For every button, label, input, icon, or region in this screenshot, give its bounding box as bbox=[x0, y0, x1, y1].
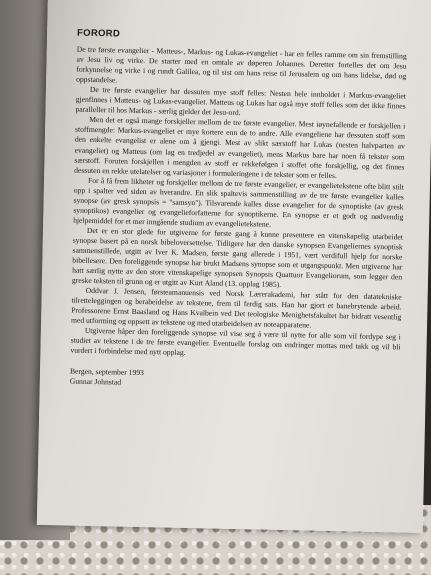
paragraph-5: Det er en stor glede for utgiverne for første gang å kunne presentere en vitenskapelig utarbeidet synopse basert på en norsk bibeloversettelse. Tidligere har den danske synopsen Evangeliernes synoptisk sammenstillede, utgitt av Iver K. Madsen, første gang allerede i 1951, vært verdifull hjelp for norske bibellesere. Den foreliggende synopse har brukt Madsens synopse som et utgangspunkt. Men utgiverne har hatt særlig nytte av den store vitenskapelige synopsen Synopsis Quattuor Evangeliorum, som legger den greske teksten til grunn og er utgitt av Kurt Aland (13. opplag 1985). bbox=[71, 225, 404, 290]
signature-block bbox=[70, 366, 400, 393]
paragraph-2: De tre første evangelier har dessuten mye stoff felles: Nesten hele innholdet i Markus-evangeliet gjenfinnes i Matteus- og Lukas-evangeliet. Matteus og Lukas har også mye stoff felles som det ikke finnes paralleller til hos Markus - særlig gjelder det Jesu-ord. bbox=[75, 85, 406, 118]
paragraph-1: De tre første evangelier - Matteus-, Markus- og Lukas-evangeliet - har en felles ramme om sin fremstilling av Jesu liv og virke. De starter med en omtale av døperen Johannes. Deretter fortelles det om Jesu forkynnelse og virke i og rundt Galilea, og til sist om hans reise til Jerusalem og om hans lidelse, død og oppstandelse. bbox=[76, 44, 407, 85]
page-heading: FORORD bbox=[76, 27, 121, 40]
paragraph-4: For å få frem likheter og forskjeller mellom de tre første evangelier, er evangelietekstene ofte blitt stilt opp i spalter ved siden av hverandre. En slik spaltevis sammenstilling av de tre første evangelier kalles synopse (av gresk synopsis = "samsyn"). Tilsvarende kalles disse evangelier for de synoptiske (av gresk synoptikos) evangelier og evangelieforfatterne for synoptikerne. En synopse er et godt og nødvendig hjelpemiddel for et mer inngående studium av evangelietekstene. bbox=[73, 175, 405, 229]
paragraph-3: Men det er også mange forskjeller mellom de tre første evangelier. Mest iøynefallende er forskjellen i stoffmengde: Markus-evangeliet er mye kortere enn de to andre. Alle evangeliene har dessuten stoff som den enkelte evangelist er alene om å gjengi. Mest av slikt særstoff har Lukas (nesten halvparten av evangeliet) og Matteus (om lag en tredjedel av evangeliet), mens Markus bare har noen få tekster som særstoff. Foruten forskjellen i mengden av stoff er rekkefølgen i stoffet ofte forskjellig, og det finnes dessuten en rekke utelatelser og variasjoner i formuleringene i de tekster som er felles. bbox=[74, 115, 406, 180]
paragraph-7: Utgiverne håper den foreliggende synopse vil vise seg å være til nytte for alle som vil fordype seg i studiet av tekstene i de tre første evangelier. Eventuelle forslag om endringer mottas med takk og vil bli vurdert i forbindelse med nytt opplag. bbox=[70, 326, 401, 358]
place-date: Bergen, september 1993 bbox=[69, 366, 145, 377]
page-text bbox=[70, 29, 407, 393]
paragraph-6: Oddvar J. Jensen, førsteamanuensis ved Norsk Lærerakademi, har stått for den datatekniske tilretteleggingen og berabeidelse av tekstene, frem til ferdig sats. Han har gjort et banebrytende arbeid. Professorene Ernst Baasland og Hans Kvalbein ved Det teologiske Menighetsfakultet har bidratt vesentlig med utforming og oppsett av tekstene og med utarbeidelsen av noteapparatene. bbox=[70, 286, 402, 330]
author-name: Gunnar Johnstad bbox=[69, 376, 122, 387]
book-page bbox=[37, 0, 431, 533]
